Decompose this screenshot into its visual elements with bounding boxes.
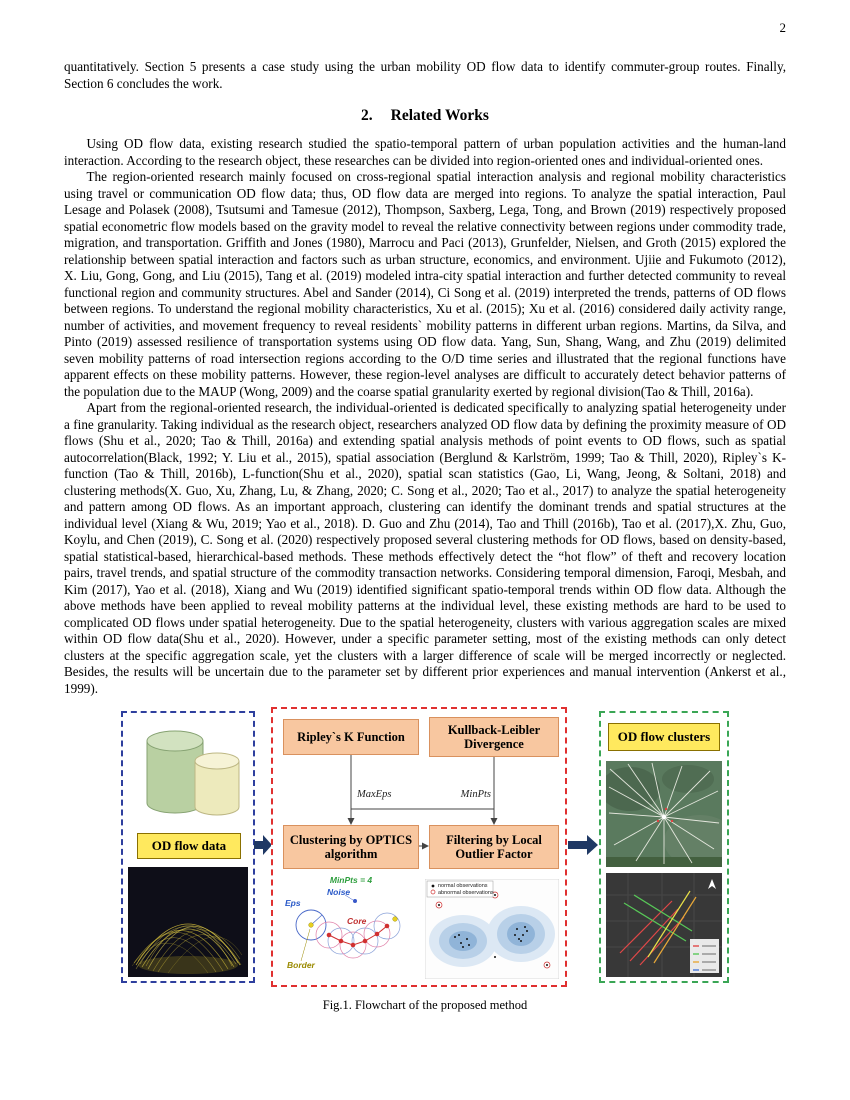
- lof-diagram: [425, 879, 559, 979]
- lof-legend-normal: normal observations: [438, 883, 488, 889]
- flow-arrow-icon: [254, 833, 272, 857]
- figure-output-panel: [599, 711, 729, 983]
- optics-minpts-label: MinPts = 4: [329, 875, 373, 885]
- lof-legend-abnormal: abnormal observations: [438, 889, 494, 896]
- section-number: 2.: [361, 107, 373, 124]
- figure-input-panel: [121, 711, 255, 983]
- figure-method-panel: [271, 707, 567, 987]
- page-number: 2: [779, 20, 786, 35]
- optics-border-label: Border: [287, 960, 315, 970]
- body-paragraph: Apart from the regional-oriented research, the individual-oriented is dedicated specifically to analyzing spatial heterogeneity under a fine granularity. Taking individual as the research object, researchers analyzed OD flow data by defining the proximity measure of OD flows (Shu et al., 2020; Tao & Thill, 2016a) and extending spatial analysis methods of point events to OD flows, such as spatial autocorrelation(Black, 1992; Y. Liu et al., 2015), spatial association (Berglund & Karlström, 1999; Tao & Thill, 2020), Ripley`s K-function (Tao & Thill, 2016b), L-function(Shu et al., 2020), spatial scan statistics (Gao, Li, Wang, Jeong, & Soltani, 2018) and clustering methods(X. Guo, Xu, Zhang, Lu, & Zhang, 2020; C. Song et al., 2020; Tao et al., 2017) to analyze the spatial heterogeneity and pattern among OD flows. As an important approach, clustering can identify the dominant trends and spatial structures at the individual level (Xiang & Wu, 2019; Yao et al., 2018). D. Guo and Zhu (2014), Tao and Thill (2016b), Tao et al. (2017),X. Zhu, Guo, Koylu, and Chen (2019), C. Song et al. (2020) respectively proposed several clustering methods for OD flows, based on density-based, spatial statistical-based, hierarchical-based methods. These methods effectively detect the “hot flow” of theft and recovery location pairs, travel trends, and spatial structure of the commodity transaction networks. Considering temporal dimension, Faroqi, Mesbah, and Kim (2017), Yao et al. (2018), Xiang and Wu (2019) identified significant spatio-temporal trends within OD flow data. Although the above methods have been applied to reveal mobility patterns at the individual level, these existing methods are hard to be used to complicated OD flows under spatial heterogeneity. Due to the spatial heterogeneity, clusters with various aggregation scales are mixed within OD flow data(Shu et al., 2020). However, under a specific parameter setting, most of the existing methods can only detect clusters at the specific aggregation scale, yet the clusters with a larger difference of scale will be merged incorrectly or neglected. Besides, the results will be uncertain due to the parameter set by different prior experiences and manual intervention (Ankerst et al., 1999).: [64, 400, 786, 696]
- section-heading: [64, 107, 786, 125]
- body-paragraph: Using OD flow data, existing research studied the spatio-temporal pattern of urban population activities and the human-land interaction. According to the research object, these researches can be divided into region-oriented ones and individual-oriented ones.: [64, 136, 786, 168]
- optics-clustering-box: Clustering by OPTICS algorithm: [283, 825, 419, 869]
- kullback-leibler-box: Kullback-Leibler Divergence: [429, 717, 559, 757]
- figure-caption: Fig.1. Flowchart of the proposed method: [322, 998, 528, 1012]
- optics-eps-label: Eps: [285, 898, 301, 908]
- optics-noise-label: Noise: [327, 887, 351, 897]
- optics-diagram: [281, 875, 421, 979]
- cluster-map-dark-image: [606, 873, 722, 977]
- figure-1: [121, 707, 729, 989]
- od-flow-clusters-label: OD flow clusters: [608, 723, 720, 751]
- cluster-map-green-image: [606, 761, 722, 867]
- cylinder-database-icon: [131, 717, 247, 829]
- minpts-parameter-label: MinPts: [460, 789, 491, 800]
- lof-filtering-box: Filtering by Local Outlier Factor: [429, 825, 559, 869]
- body-paragraph: The region-oriented research mainly focused on cross-regional spatial interaction analysis and regional mobility characteristics using travel or communication OD flow data; thus, OD flow data are merged into regions. To analyze the spatial interaction, Paul Lesage and Polasek (2008), Tsutsumi and Tamesue (2012), Thompson, Saxberg, Lega, Tong, and Brown (2019) respectively proposed spatial econometric flow models based on the gravity model to reveal the relative connectivity between regions under commodity trade, migration, and transportation. Griffith and Jones (1980), Marrocu and Paci (2013), Grunfelder, Nielsen, and Groth (2015) explored the relationship between spatial interaction and factors such as urban structure, economics, and environment. Ujiie and Fukumoto (2012), X. Liu, Gong, Gong, and Liu (2015), Tang et al. (2019) modeled intra-city spatial interaction and further detected community to reveal functional region and community structures. Abel and Sander (2014), Ci Song et al. (2019) interpreted the trends, patterns of OD flows between regions. To understand the regional mobility characteristics, Xu et al. (2015); Xu et al. (2016) considered daily activity range, number of activities, and movement frequency to reveal residents` mobility patterns in different urban regions. Martins, da Silva, and Pinto (2019) assessed resilience of transportation systems using OD flow data. Yang, Sun, Shang, Wang, and Zhu (2019) delimited seven mobility patterns of road intersection regions according to the O/D time series and illustrated that the regional functions have apparent effects on these mobility patterns. However, these region-level analyses are difficult to accurately detect behavior patterns of the population due to the MAUP (Wong, 2009) and the coarse spatial granularity exerted by regional division(Tao & Thill, 2016a).: [64, 169, 786, 399]
- body-paragraph-intro: quantitatively. Section 5 presents a case study using the urban mobility OD flow data to identify commuter-group routes. Finally, Section 6 concludes the work.: [64, 59, 786, 91]
- od-flow-data-image: [128, 867, 248, 977]
- maxeps-parameter-label: MaxEps: [357, 789, 392, 800]
- flow-arrow-icon: [568, 833, 598, 857]
- section-title: Related Works: [390, 107, 489, 124]
- optics-core-label: Core: [347, 916, 367, 926]
- ripley-k-function-box: Ripley`s K Function: [283, 719, 419, 755]
- od-flow-data-label: OD flow data: [137, 833, 241, 859]
